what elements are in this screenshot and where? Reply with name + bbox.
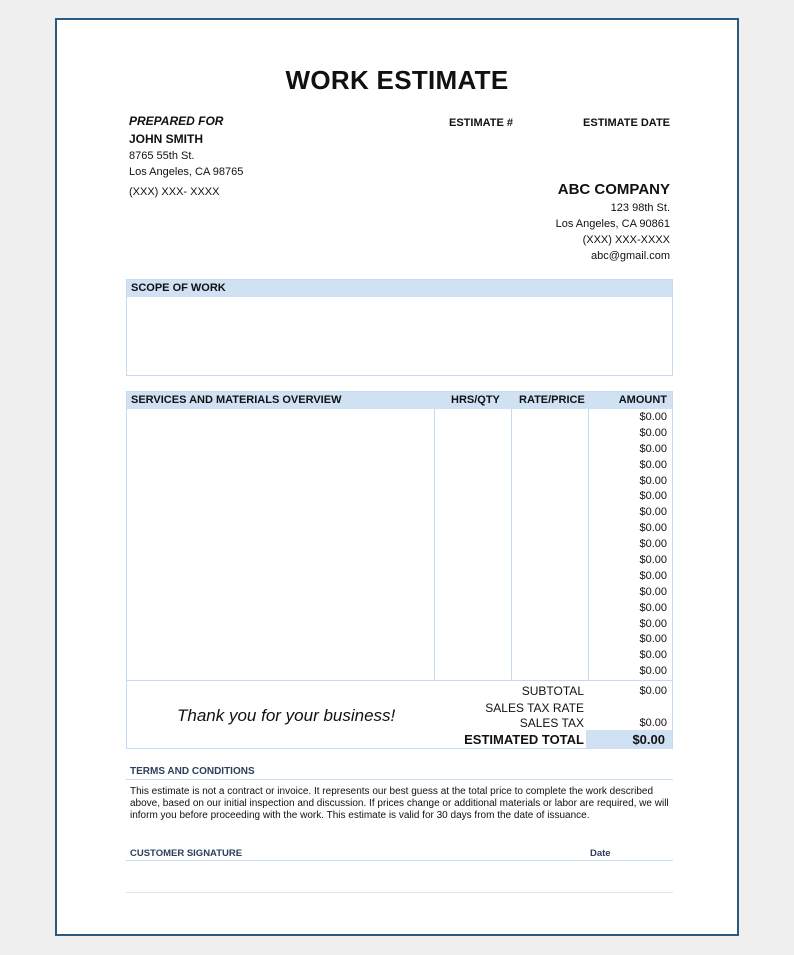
amount-cell[interactable]: $0.00	[639, 474, 667, 487]
company-address-line1: 123 98th St.	[610, 202, 670, 214]
company-email: abc@gmail.com	[590, 250, 670, 262]
scope-of-work-header: SCOPE OF WORK	[127, 280, 672, 297]
services-table	[126, 391, 673, 749]
sales-tax-value: $0.00	[639, 717, 667, 729]
estimate-page	[55, 18, 739, 936]
company-name: ABC COMPANY	[557, 181, 670, 198]
subtotal-label: SUBTOTAL	[521, 684, 584, 698]
signature-date-label: Date	[590, 848, 611, 859]
amount-cell[interactable]: $0.00	[639, 585, 667, 598]
company-address-line2: Los Angeles, CA 90861	[555, 218, 670, 230]
amount-cell[interactable]: $0.00	[639, 617, 667, 630]
amount-cell[interactable]: $0.00	[639, 569, 667, 582]
client-name: JOHN SMITH	[129, 132, 204, 146]
client-phone: (XXX) XXX- XXXX	[129, 186, 220, 198]
col-hrs-qty-header: HRS/QTY	[451, 394, 500, 406]
amount-cell[interactable]: $0.00	[639, 411, 667, 423]
col-amount-header: AMOUNT	[618, 394, 667, 406]
amount-cell[interactable]: $0.00	[639, 538, 667, 551]
terms-divider	[126, 779, 673, 780]
scope-of-work-section	[126, 279, 673, 376]
amount-cell[interactable]: $0.00	[639, 522, 667, 535]
amount-cell[interactable]: $0.00	[639, 458, 667, 471]
scope-of-work-field[interactable]	[127, 297, 672, 375]
amount-cell[interactable]: $0.00	[639, 490, 667, 503]
terms-header: TERMS AND CONDITIONS	[130, 766, 255, 777]
col-services-header: SERVICES AND MATERIALS OVERVIEW	[131, 394, 342, 406]
amount-cell[interactable]: $0.00	[639, 633, 667, 646]
customer-signature-label: CUSTOMER SIGNATURE	[130, 848, 243, 859]
sales-tax-label: SALES TAX	[519, 716, 584, 730]
col-rate-price-header: RATE/PRICE	[519, 394, 585, 406]
totals-divider	[127, 680, 672, 681]
thank-you-message: Thank you for your business!	[177, 706, 396, 725]
estimated-total-value: $0.00	[632, 732, 665, 747]
amount-column	[587, 410, 667, 680]
amount-cell[interactable]: $0.00	[639, 442, 667, 455]
page-title: WORK ESTIMATE	[285, 65, 509, 95]
amount-cell[interactable]: $0.00	[639, 665, 667, 678]
amount-cell[interactable]: $0.00	[639, 649, 667, 662]
estimate-number-label: ESTIMATE #	[449, 117, 513, 129]
sales-tax-rate-label: SALES TAX RATE	[485, 701, 584, 715]
amount-cell[interactable]: $0.00	[639, 554, 667, 567]
estimate-date-label: ESTIMATE DATE	[583, 117, 670, 129]
company-phone: (XXX) XXX-XXXX	[582, 234, 670, 246]
column-divider	[511, 409, 512, 681]
subtotal-value: $0.00	[639, 685, 667, 697]
amount-cell[interactable]: $0.00	[639, 506, 667, 519]
client-address-line2: Los Angeles, CA 98765	[129, 166, 244, 178]
prepared-for-label: PREPARED FOR	[129, 114, 224, 128]
signature-line[interactable]	[126, 892, 673, 893]
column-divider	[434, 409, 435, 681]
amount-cell[interactable]: $0.00	[639, 426, 667, 439]
amount-cell[interactable]: $0.00	[639, 601, 667, 614]
signature-divider	[126, 860, 673, 861]
services-table-header	[127, 392, 672, 409]
client-address-line1: 8765 55th St.	[129, 150, 195, 162]
estimated-total-label: ESTIMATED TOTAL	[464, 732, 584, 747]
terms-body: This estimate is not a contract or invoice. It represents our best guess at the total price to complete the work described above, based on our initial inspection and discussion. If prices change or additional materials or labor are required, we will inform you before proceeding with the work. This estimate is valid for 30 days from the date of issuance.	[130, 786, 669, 821]
